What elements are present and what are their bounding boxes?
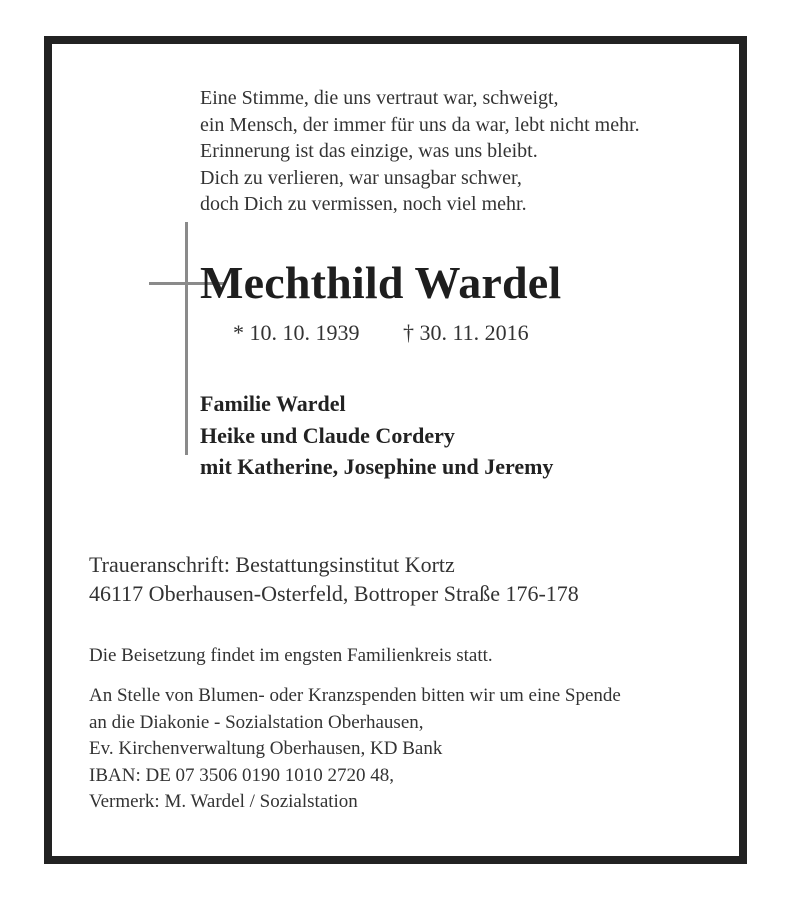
mourners	[200, 388, 553, 483]
donation-line: An Stelle von Blumen- oder Kranzspenden bitten wir um eine Spende	[89, 685, 621, 706]
mourning-address	[89, 550, 579, 608]
donation-info	[89, 683, 621, 816]
donation-line: Vermerk: M. Wardel / Sozialstation	[89, 791, 358, 812]
poem-line: doch Dich zu vermissen, noch viel mehr.	[200, 193, 527, 215]
deceased-name: Mechthild Wardel	[200, 257, 562, 308]
address-line: 46117 Oberhausen-Osterfeld, Bottroper Straße 176-178	[89, 581, 579, 606]
mourner-line: Heike und Claude Cordery	[200, 422, 455, 448]
donation-line: an die Diakonie - Sozialstation Oberhausen,	[89, 711, 424, 733]
birth-date: * 10. 10. 1939	[233, 320, 360, 345]
poem-line: ein Mensch, der immer für uns da war, lebt nicht mehr.	[200, 113, 640, 136]
address-line: Traueranschrift: Bestattungsinstitut Kortz	[89, 552, 455, 577]
poem-line: Erinnerung ist das einzige, was uns bleibt.	[200, 140, 538, 162]
mourner-line: Familie Wardel	[200, 391, 346, 416]
donation-line: IBAN: DE 07 3506 0190 1010 2720 48,	[89, 764, 395, 786]
poem	[200, 85, 640, 218]
donation-line: Ev. Kirchenverwaltung Oberhausen, KD Bank	[89, 738, 443, 759]
poem-line: Eine Stimme, die uns vertraut war, schweigt,	[200, 87, 559, 109]
burial-note: Die Beisetzung findet im engsten Familienkreis statt.	[89, 645, 493, 666]
life-dates	[233, 320, 529, 346]
death-date: † 30. 11. 2016	[403, 320, 529, 345]
poem-line: Dich zu verlieren, war unsagbar schwer,	[200, 166, 522, 189]
mourner-line: mit Katherine, Josephine und Jeremy	[200, 454, 554, 479]
cross-icon-vertical	[185, 222, 188, 455]
